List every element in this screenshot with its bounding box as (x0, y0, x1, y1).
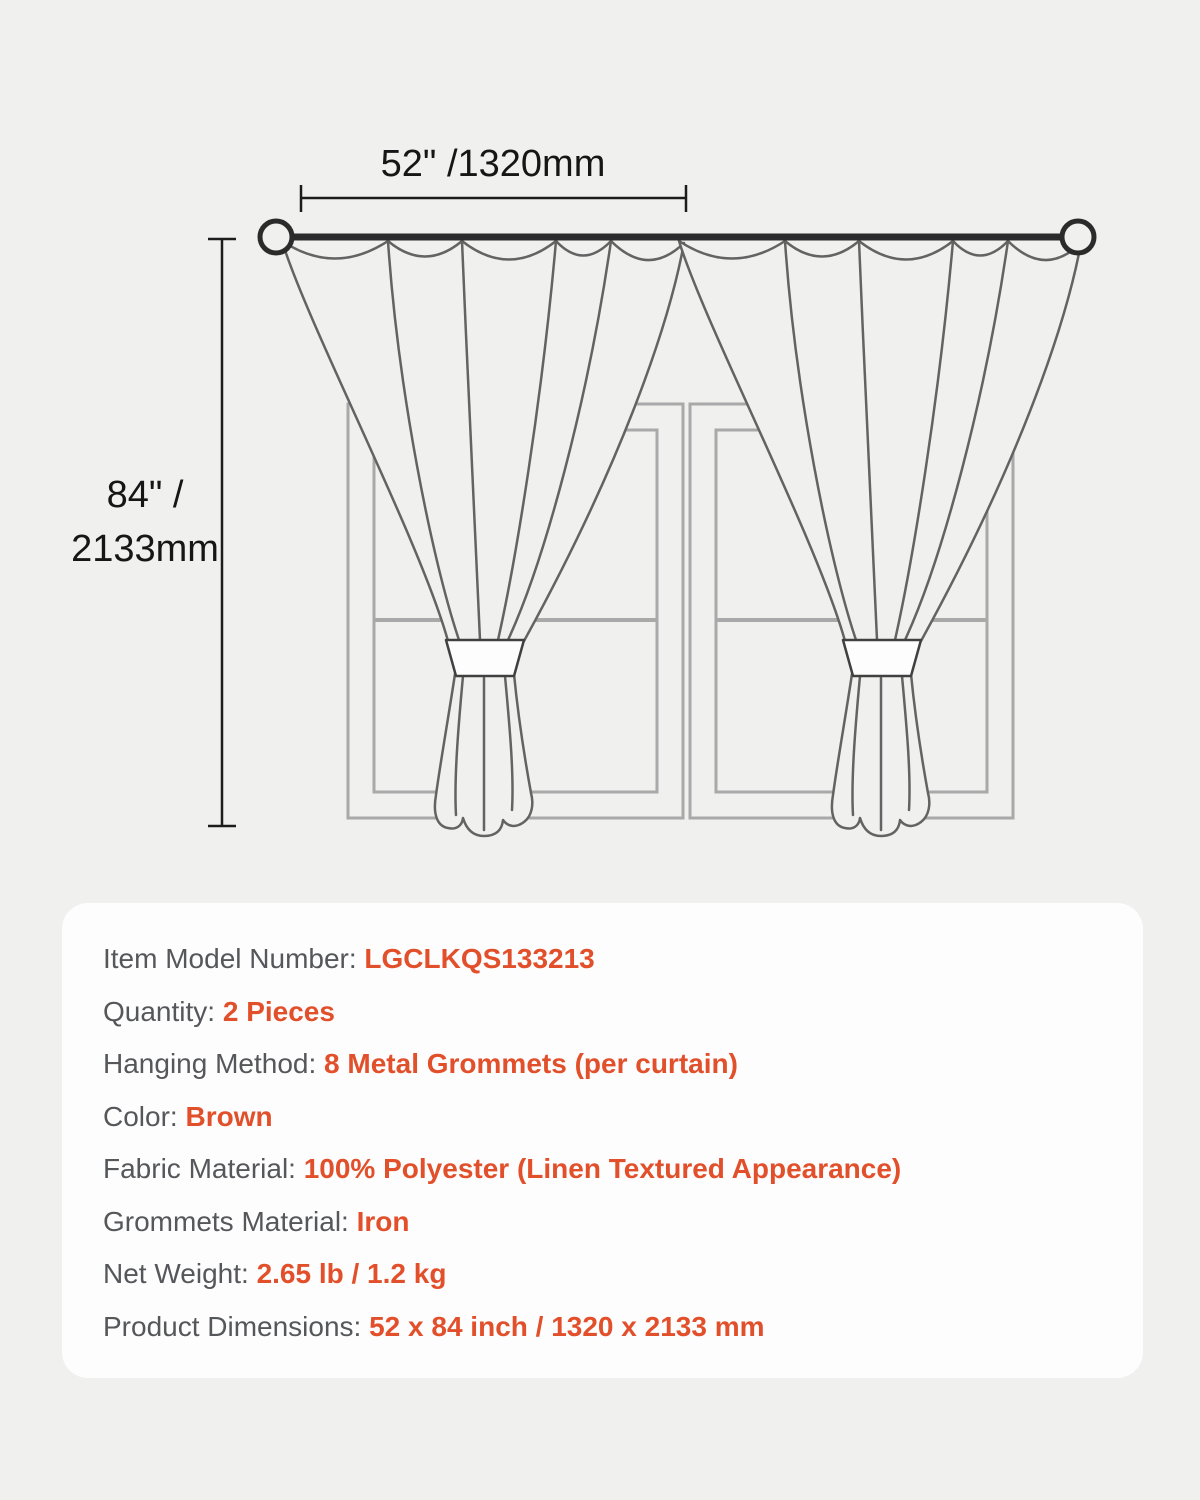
spec-label: Grommets Material: (103, 1205, 357, 1237)
spec-value: 2 Pieces (222, 995, 335, 1027)
spec-label: Hanging Method: (103, 1048, 325, 1080)
curtain-body (679, 241, 1081, 641)
spec-label: Fabric Material: (103, 1153, 304, 1185)
height-dimension-label-line1: 84" / (106, 474, 184, 516)
spec-value: 100% Polyester (Linen Textured Appearance) (303, 1153, 902, 1185)
spec-row-hanging-method (103, 1038, 1113, 1091)
spec-value: 8 Metal Grommets (per curtain) (324, 1048, 738, 1080)
curtain-body (282, 241, 684, 641)
spec-value: 2.65 lb / 1.2 kg (256, 1258, 447, 1290)
spec-row-color (103, 1091, 1113, 1144)
spec-row-product-dimensions (103, 1301, 1113, 1354)
spec-value: Iron (356, 1205, 410, 1237)
spec-value: Brown (185, 1100, 273, 1132)
spec-card (62, 903, 1143, 1378)
spec-row-quantity (103, 986, 1113, 1039)
spec-label: Product Dimensions: (103, 1310, 370, 1342)
spec-row-net-weight (103, 1248, 1113, 1301)
spec-value: LGCLKQS133213 (364, 943, 595, 975)
spec-row-model-number (103, 933, 1113, 986)
rod-finial-right (1062, 221, 1094, 253)
spec-label: Item Model Number: (103, 943, 365, 975)
width-dimension-label: 52" /1320mm (380, 143, 606, 185)
rod-finial-left (260, 221, 292, 253)
width-dimension (301, 185, 686, 212)
spec-row-fabric-material (103, 1143, 1113, 1196)
spec-label: Net Weight: (103, 1258, 257, 1290)
spec-label: Quantity: (103, 995, 223, 1027)
curtain-tieback (843, 640, 921, 676)
curtain-tieback (446, 640, 524, 676)
spec-label: Color: (103, 1100, 186, 1132)
height-dimension-label-line2: 2133mm (71, 528, 219, 570)
spec-row-grommets-material (103, 1196, 1113, 1249)
spec-value: 52 x 84 inch / 1320 x 2133 mm (369, 1310, 765, 1342)
right-curtain (679, 241, 1081, 836)
left-curtain (282, 241, 684, 836)
